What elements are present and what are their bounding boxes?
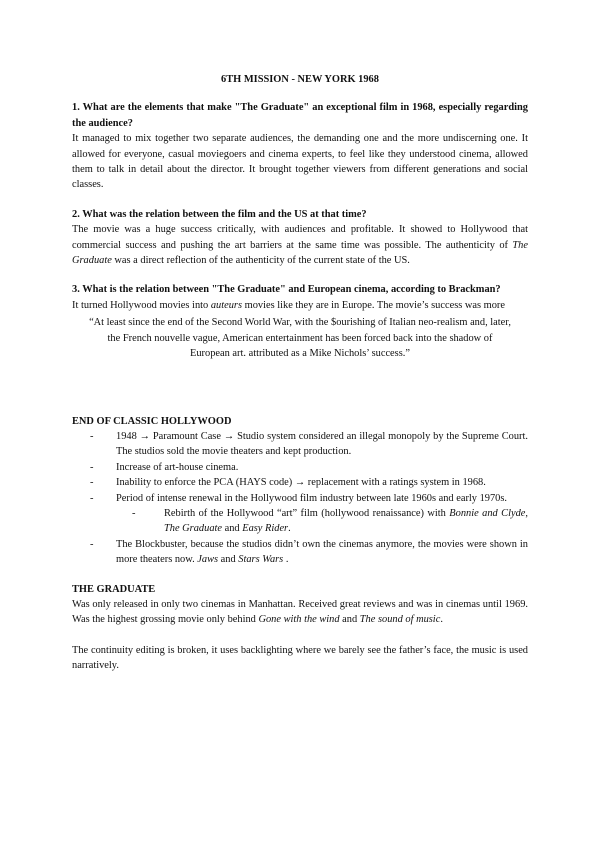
list-item: - Inability to enforce the PCA (HAYS code) → replacement with a ratings system in 1968. [72,475,528,490]
sub-item-text: and [222,523,243,535]
answer-3-text-end: movies like they are in Europe. The movie’s success was more [242,299,505,311]
document-page [72,72,528,674]
film-title: Bonnie and Clyde [449,507,526,519]
question-3: 3. What is the relation between "The Graduate" and European cinema, according to Brackman? [72,284,501,296]
the-graduate-section [72,582,528,674]
answer-2-text: The movie was a huge success critically, with audiences and profitable. It showed to Hollywood that commercial success and pushing the art barriers at the same time was possible. The authenticity of [72,224,528,251]
answer-3 [72,298,528,313]
quote-line-3: European art. attributed as a Mike Nichols’ success.” [190,348,410,360]
classic-hollywood-section [72,414,528,568]
paragraph-text: Was only released in only two cinemas in Manhattan. Received great reviews and was in cinemas until 1969. Was the highest grossing movie only behind [72,598,528,626]
graduate-paragraph-2: The continuity editing is broken, it uses backlighting where we barely see the father’s face, the music is used narratively. [72,644,528,672]
brackman-quote [72,315,528,361]
sub-item-text: . [288,523,291,535]
list-item [72,537,528,568]
question-1-section [72,100,528,192]
paragraph-text: . [440,614,443,626]
answer-2 [72,222,528,268]
quote-line-2: the French nouvelle vague, American entertainment has been forced back into the shadow of [107,332,493,344]
document-title: 6TH MISSION - NEW YORK 1968 [221,74,379,85]
quote-line-1: “At least since the end of the Second World War, with the $ourishing of Italian neo-realism and, later, [89,317,511,329]
film-title: The sound of music [359,614,441,626]
graduate-paragraph-1 [72,597,528,628]
answer-3-text: It turned Hollywood movies into [72,299,211,311]
classic-hollywood-heading: END OF CLASSIC HOLLYWOOD [72,415,232,427]
answer-3-term: auteurs [210,299,243,311]
list-item: - Increase of art-house cinema. [72,460,528,475]
sub-item-text: Rebirth of the Hollywood “art” film (hollywood renaissance) with [164,507,450,519]
paragraph-text: and [339,614,360,626]
answer-2-film-title: The Graduate [72,239,528,267]
item-text: . [283,554,289,566]
question-3-section [72,282,528,361]
sub-list-item [72,506,528,537]
the-graduate-heading: THE GRADUATE [72,583,156,595]
list-item: - Period of intense renewal in the Hollywood film industry between late 1960s and early 1970s. [72,491,528,506]
item-text: The Blockbuster, because the studios didn’t own the cinemas anymore, the movies were shown in more theaters now. [116,538,528,566]
film-title: The Graduate [164,523,223,535]
list-item: - 1948 → Paramount Case → Studio system considered an illegal monopoly by the Supreme Court. The studios sold the movie theaters and kept production. [72,429,528,460]
question-2-section [72,207,528,269]
film-title: Gone with the wind [258,614,340,626]
question-2: 2. What was the relation between the film and the US at that time? [72,208,367,220]
answer-1: It managed to mix together two separate audiences, the demanding one and the more undiscerning one. It allowed for everyone, casual moviegoers and cinema experts, to feel like they understood cinema, allowed them to talk in detail about the director. It brought together viewers from different generations and social classes. [72,133,528,191]
item-text: and [218,554,239,566]
question-1: 1. What are the elements that make "The Graduate" an exceptional film in 1968, especially regarding the audience? [72,102,528,129]
film-title: Easy Rider [242,523,289,535]
answer-2-text-end: was a direct reflection of the authenticity of the current state of the US. [111,255,410,267]
sub-item-text: , [525,507,528,519]
film-title: Jaws [197,554,219,566]
film-title: Stars Wars [238,554,284,566]
classic-hollywood-list [72,429,528,568]
